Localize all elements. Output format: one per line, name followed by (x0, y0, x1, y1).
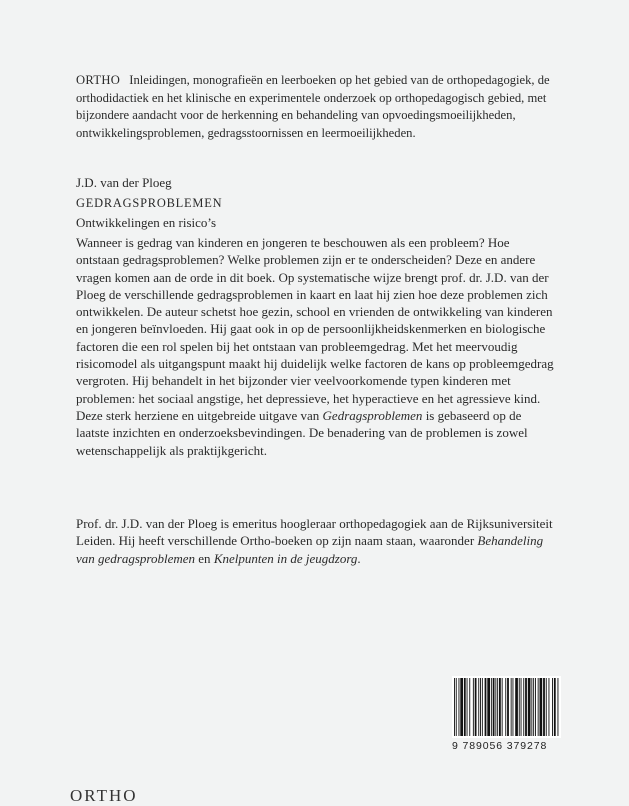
barcode-bar (521, 678, 522, 736)
barcode-bar (482, 678, 483, 736)
barcode-bar (473, 678, 474, 736)
barcode-bar (480, 678, 481, 736)
barcode-bar (549, 678, 550, 736)
bio-paragraph (76, 515, 556, 567)
barcode-bar (531, 678, 532, 736)
description-paragraph-1: Wanneer is gedrag van kinderen en jongeren te beschouwen als een probleem? Hoe ontstaan gedragsproblemen? Welke problemen zijn er te onderscheiden? Deze en andere vragen komen aan de orde in dit boek. Op systematische wijze brengt prof. dr. J.D. van der Ploeg de verschillende gedragsproblemen in kaart en laat hij zien hoe deze problemen zich ontwikkelen. De auteur schetst hoe gezin, school en vrienden de ontwikkeling van kinderen en jongeren beïnvloeden. Hij gaat ook in op de persoonlijkheidskenmerken en biologische factoren die een rol spelen bij het ontstaan van probleemgedrag. Met het meervoudig risicomodel als uitgangspunt maakt hij duidelijk welke factoren de kans op probleemgedrag vergroten. Hij behandelt in het bijzonder vier veelvoorkomende typen kinderen met problemen: het sociaal angstige, het depressieve, het hyperactieve en het agressieve kind. (76, 235, 554, 406)
author-bio (76, 515, 556, 567)
bio-italic-title: Knelpunten in de jeugdzorg (213, 550, 358, 566)
barcode-bar (460, 678, 463, 736)
barcode-bar (558, 678, 559, 736)
barcode-bar (478, 678, 479, 736)
barcode-bar (485, 678, 487, 736)
barcode-bar (554, 678, 556, 736)
barcode-bar (467, 678, 468, 736)
barcode-bar (454, 678, 455, 736)
barcode-bar (493, 678, 495, 736)
description-text: is gebaseerd op de laatste inzichten en onderzoeksbevindingen. De benadering van de problemen is zowel wetenschappelijk als praktijkgericht. (76, 407, 528, 458)
bio-text: . (357, 550, 361, 566)
barcode-bar (525, 678, 527, 736)
barcode-bar (507, 678, 509, 736)
barcode-bar (528, 678, 531, 736)
barcode-bar (505, 678, 506, 736)
barcode-bar (540, 678, 543, 736)
description-italic-title: Gedragsproblemen (322, 407, 423, 423)
barcode-bar (459, 678, 460, 736)
barcode-bar (497, 678, 498, 736)
barcode-bar (511, 678, 512, 736)
book-author: J.D. van der Ploeg (76, 175, 172, 190)
series-text: Inleidingen, monografieën en leerboeken op het gebied van de orthopedagogiek, de orthodidactiek en het klinische en experimentele onderzoek op orthopedagogisch gebied, met bijzondere aandacht voor de herkenning en behandeling van opvoedingsmoeilijkheden, ontwikkelingsproblemen, gedragsstoornissen en leermoeilijkheden. (76, 73, 550, 140)
description-text: Deze sterk herziene en uitgebreide uitgave van (76, 407, 323, 423)
series-brand: ORTHO (76, 73, 121, 87)
book-description (76, 234, 556, 459)
barcode-bar (502, 678, 503, 736)
book-info (76, 173, 556, 233)
series-description (76, 72, 556, 142)
barcode-bar (538, 678, 539, 736)
barcode-bar (552, 678, 553, 736)
barcode-bar (543, 678, 545, 736)
barcode-bar (487, 678, 490, 736)
publisher-logo: ORTHO (70, 786, 138, 805)
barcode-bar (475, 678, 477, 736)
barcode-bar (495, 678, 496, 736)
barcode-bar (513, 678, 514, 736)
barcode-bar (499, 678, 501, 736)
bio-italic-title: Behandeling van gedragsproblemen (76, 533, 544, 566)
barcode-bar (546, 678, 547, 736)
barcode (452, 676, 561, 738)
book-subtitle: Ontwikkelingen en risico’s (76, 215, 217, 230)
barcode-bar (515, 678, 518, 736)
barcode-bar (469, 678, 470, 736)
barcode-bar (464, 678, 466, 736)
book-title: GEDRAGSPROBLEMEN (76, 196, 223, 210)
barcode-bar (533, 678, 534, 736)
barcode-bar (491, 678, 492, 736)
isbn-number: 9 789056 379278 (452, 740, 548, 752)
barcode-bars (452, 676, 561, 738)
barcode-bar (523, 678, 524, 736)
barcode-bar (456, 678, 457, 736)
description-paragraph-2 (76, 407, 556, 459)
bio-text: Prof. dr. J.D. van der Ploeg is emeritus hoogleraar orthopedagogiek aan de Rijksuniversiteit Leiden. Hij heeft verschillende Ortho-boeken op zijn naam staan, waaronder (76, 516, 553, 549)
barcode-bar (519, 678, 520, 736)
bio-text: en (195, 550, 214, 566)
barcode-bar (535, 678, 536, 736)
